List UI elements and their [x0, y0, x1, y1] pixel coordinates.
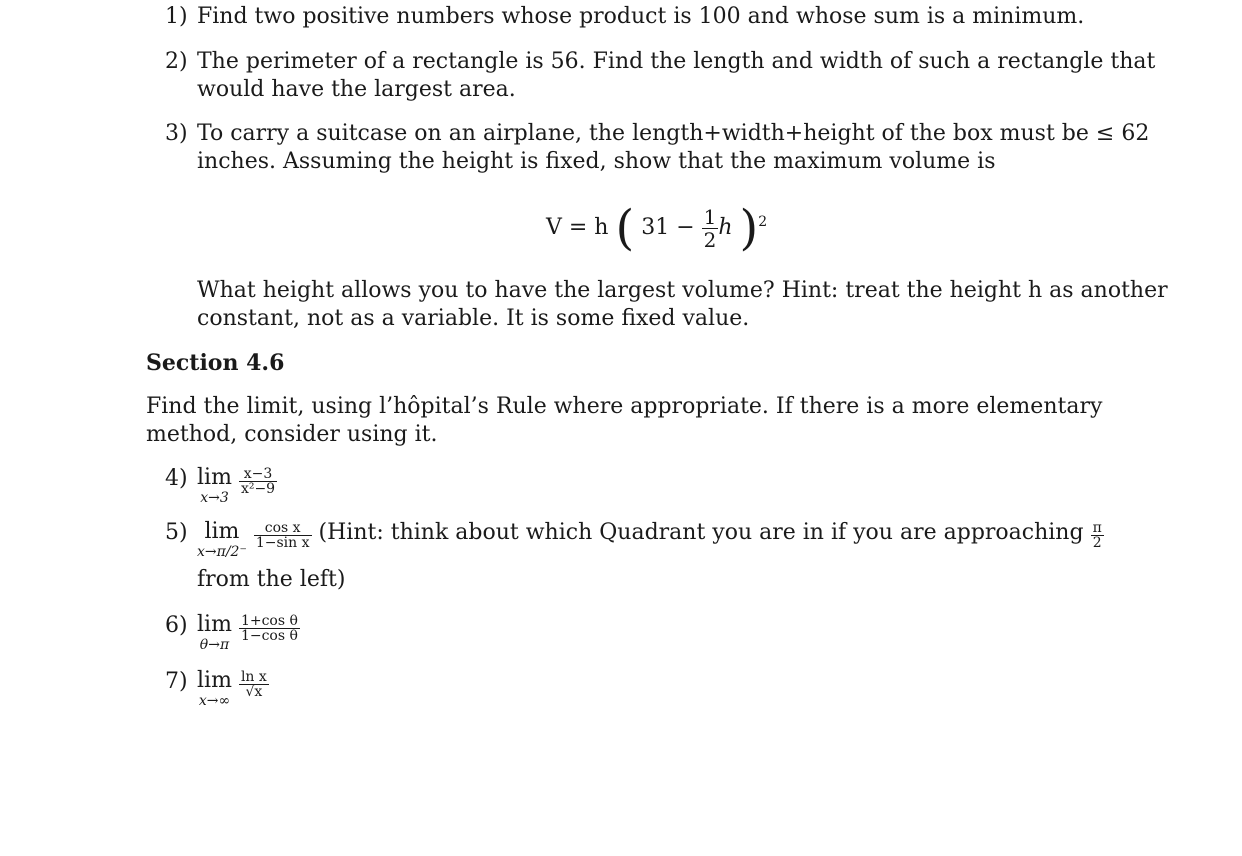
section-intro-line-2: method, consider using it. [146, 422, 438, 447]
limit-operator: lim x→3 [197, 465, 232, 506]
problem-2-number: 2) [165, 49, 188, 74]
equation-fraction-numerator: 1 [703, 204, 717, 229]
problem-3-line-1: To carry a suitcase on an airplane, the length+width+height of the box must be ≤ 62 [197, 121, 1150, 146]
limit-operator: lim x→π/2⁻ [197, 519, 247, 560]
problem-6-limit [197, 612, 300, 652]
fraction-denominator: 1−cos θ [240, 628, 298, 644]
right-paren: ) [739, 200, 759, 256]
problem-3-line-2: inches. Assuming the height is fixed, show that the maximum volume is [197, 149, 996, 174]
problem-2-line-2: would have the largest area. [197, 77, 516, 102]
problem-2-line-1: The perimeter of a rectangle is 56. Find the length and width of such a rectangle that [197, 49, 1156, 74]
fraction-numerator: ln x [240, 669, 267, 685]
hint-fraction [1091, 521, 1104, 550]
equation-fraction [702, 206, 719, 251]
problem-1-number: 1) [165, 4, 188, 29]
fraction-denominator: 1−sin x [255, 535, 310, 551]
fraction-denominator: x²−9 [240, 481, 276, 497]
fraction-numerator: x−3 [239, 467, 277, 482]
fraction-numerator: cos x [254, 521, 312, 536]
limit-operator: lim θ→π [197, 612, 232, 653]
problem-1-text: Find two positive numbers whose product is 100 and whose sum is a minimum. [197, 4, 1085, 29]
problem-6-number: 6) [165, 613, 188, 638]
problem-3-after-1: What height allows you to have the largest volume? Hint: treat the height h as another [197, 278, 1168, 303]
section-heading: Section 4.6 [146, 350, 285, 376]
problem-3-number: 3) [165, 121, 188, 146]
problem-4-limit [197, 465, 277, 505]
volume-equation [546, 200, 767, 256]
fraction-denominator: √x [245, 684, 263, 700]
problem-5-hint: (Hint: think about which Quadrant you are in if you are approaching [318, 520, 1084, 545]
section-intro-line-1: Find the limit, using l’hôpital’s Rule where appropriate. If there is a more elementary [146, 394, 1103, 419]
equation-exponent: 2 [758, 214, 768, 230]
limit-fraction [239, 614, 300, 643]
limit-fraction [239, 467, 277, 496]
limit-fraction [239, 670, 269, 699]
equation-variable: h [718, 215, 733, 240]
equation-constant: 31 − [641, 215, 695, 240]
problem-3-after-2: constant, not as a variable. It is some fixed value. [197, 306, 750, 331]
limit-fraction [254, 521, 312, 550]
problem-4-number: 4) [165, 466, 188, 491]
equation-fraction-denominator: 2 [703, 227, 717, 252]
problem-7-number: 7) [165, 669, 188, 694]
left-paren: ( [615, 200, 635, 256]
limit-operator: lim x→∞ [197, 668, 232, 709]
problem-5-limit [197, 519, 1104, 559]
problem-7-limit [197, 668, 269, 708]
fraction-numerator: 1+cos θ [240, 613, 298, 629]
problem-5-number: 5) [165, 520, 188, 545]
equation-lhs: V = h [546, 215, 609, 240]
hint-fraction-numerator: π [1092, 520, 1102, 536]
problem-5-hint-end: from the left) [197, 567, 346, 592]
hint-fraction-denominator: 2 [1092, 535, 1102, 551]
